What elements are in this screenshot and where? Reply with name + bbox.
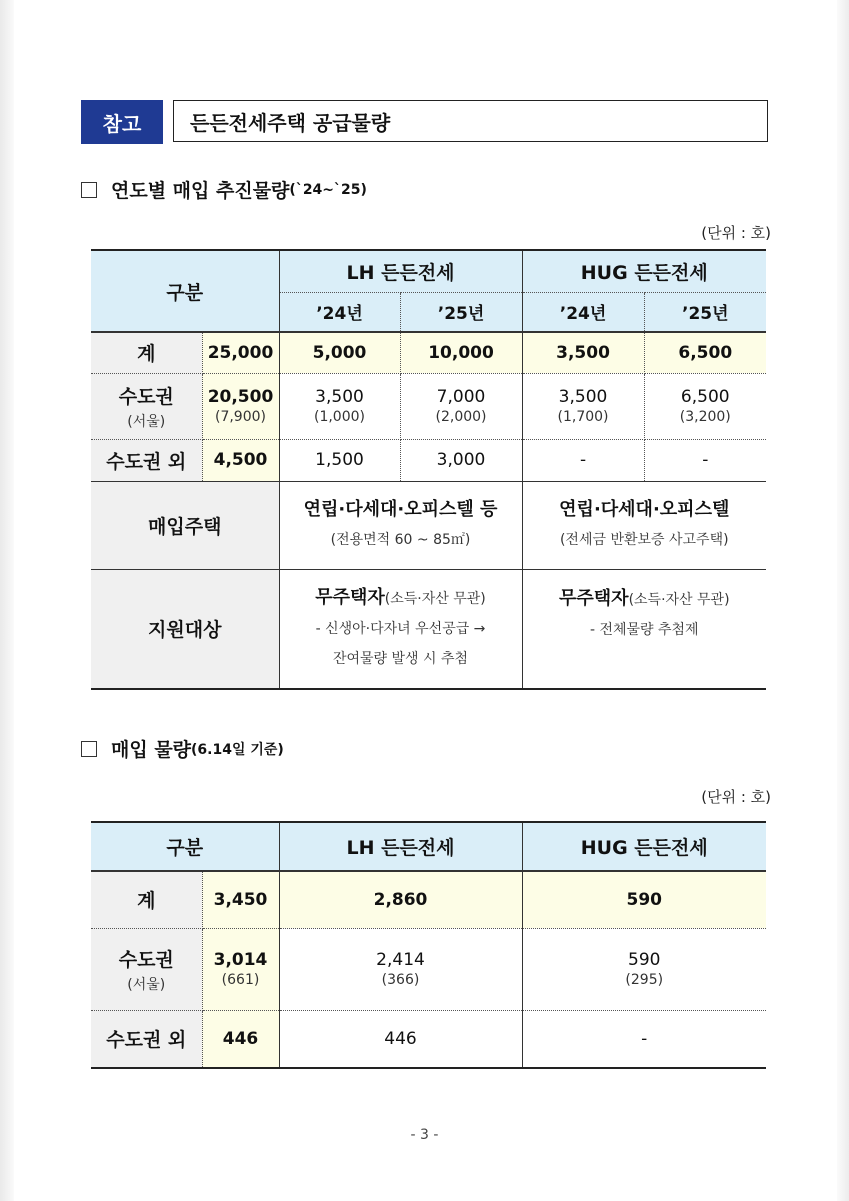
row-value <box>279 373 400 439</box>
header-hug: HUG 든든전세 <box>522 822 766 871</box>
table-row <box>91 928 766 1010</box>
target-lh <box>279 569 522 689</box>
target-lh-main-sub: (소득·자산 무관) <box>384 591 486 608</box>
row-value: 6,500 <box>644 332 766 373</box>
row-value: 10,000 <box>400 332 522 373</box>
header-category: 구분 <box>91 250 279 332</box>
target-hug <box>522 569 766 689</box>
value-sub: (3,200) <box>679 409 731 425</box>
table-row <box>91 373 766 439</box>
table-row <box>91 1010 766 1068</box>
housing-lh-sub: (전용면적 60 ~ 85㎡) <box>330 532 471 548</box>
row-label: 수도권 외 <box>91 439 202 481</box>
header-hug: HUG 든든전세 <box>522 250 766 292</box>
row-label <box>91 373 202 439</box>
value-sub: (295) <box>625 972 664 988</box>
row-label: 수도권 외 <box>91 1010 202 1068</box>
housing-hug <box>522 481 766 569</box>
housing-hug-sub: (전세금 반환보증 사고주택) <box>559 532 729 548</box>
page-title: 든든전세주택 공급물량 <box>173 100 768 142</box>
housing-lh <box>279 481 522 569</box>
value-main: 2,414 <box>376 950 425 970</box>
row-value <box>279 928 522 1010</box>
row-value <box>644 373 766 439</box>
row-label-main: 수도권 <box>118 385 174 408</box>
row-value: - <box>522 1010 766 1068</box>
row-value: 3,500 <box>522 332 644 373</box>
row-total-sub: (7,900) <box>214 409 266 425</box>
table-row <box>91 569 766 689</box>
header-category: 구분 <box>91 822 279 871</box>
target-lh-line2: - 신생아·다자녀 우선공급 → <box>315 621 486 638</box>
supply-plan-table <box>91 249 766 690</box>
row-label-main: 수도권 <box>118 948 174 971</box>
target-hug-main: 무주택자 <box>559 587 629 609</box>
row-value: 590 <box>522 871 766 928</box>
housing-hug-main: 연립·다세대·오피스텔 <box>559 499 730 520</box>
target-hug-line2: - 전체물량 추첨제 <box>589 621 699 638</box>
section1-unit: (단위 : 호) <box>701 224 771 242</box>
square-bullet-icon <box>81 741 97 757</box>
row-label <box>91 928 202 1010</box>
row-label-sub: (서울) <box>127 413 166 430</box>
table-row <box>91 481 766 569</box>
value-main: 7,000 <box>436 387 486 407</box>
table-row <box>91 332 766 373</box>
row-value: 3,000 <box>400 439 522 481</box>
value-main: 3,500 <box>558 387 608 407</box>
row-total-main: 3,014 <box>213 950 268 970</box>
row-total: 446 <box>202 1010 279 1068</box>
target-lh-line3: 잔여물량 발생 시 추첨 <box>332 651 469 668</box>
row-value: 446 <box>279 1010 522 1068</box>
square-bullet-icon <box>81 182 97 198</box>
header-lh-2024: ’24년 <box>279 292 400 332</box>
row-value <box>400 373 522 439</box>
value-main: 3,500 <box>315 387 364 407</box>
row-total: 3,450 <box>202 871 279 928</box>
header-lh: LH 든든전세 <box>279 822 522 871</box>
header-lh: LH 든든전세 <box>279 250 522 292</box>
section2-unit: (단위 : 호) <box>701 788 771 806</box>
header-hug-2025: ’25년 <box>644 292 766 332</box>
row-value <box>522 928 766 1010</box>
housing-lh-main: 연립·다세대·오피스텔 등 <box>303 499 498 520</box>
row-total <box>202 928 279 1010</box>
target-label: 지원대상 <box>91 569 279 689</box>
reference-badge: 참고 <box>81 100 163 144</box>
section1-suffix: (`24~`25) <box>289 181 367 198</box>
row-value: 1,500 <box>279 439 400 481</box>
row-total-sub: (661) <box>221 972 260 988</box>
row-value <box>522 373 644 439</box>
table-row <box>91 871 766 928</box>
row-value: - <box>644 439 766 481</box>
section1-title: 연도별 매입 추진물량 <box>111 180 290 202</box>
row-label-sub: (서울) <box>127 976 166 993</box>
value-sub: (1,000) <box>313 409 365 425</box>
section1-heading <box>81 176 367 203</box>
section2-title: 매입 물량 <box>111 739 192 761</box>
target-hug-main-sub: (소득·자산 무관) <box>628 591 730 608</box>
row-label: 계 <box>91 871 202 928</box>
page-header <box>81 100 770 144</box>
row-label: 계 <box>91 332 202 373</box>
row-total-main: 20,500 <box>207 387 274 407</box>
purchase-volume-table <box>91 821 766 1069</box>
value-main: 590 <box>628 950 661 970</box>
target-lh-main: 무주택자 <box>315 587 385 609</box>
value-sub: (1,700) <box>557 409 609 425</box>
value-main: 6,500 <box>680 387 730 407</box>
header-lh-2025: ’25년 <box>400 292 522 332</box>
row-total <box>202 373 279 439</box>
row-value: 2,860 <box>279 871 522 928</box>
table-row <box>91 439 766 481</box>
row-total: 25,000 <box>202 332 279 373</box>
section2-suffix: (6.14일 기준) <box>191 741 284 758</box>
page-edge-left <box>0 0 14 1201</box>
row-total: 4,500 <box>202 439 279 481</box>
page-number: - 3 - <box>410 1127 439 1143</box>
row-value: 5,000 <box>279 332 400 373</box>
value-sub: (2,000) <box>435 409 487 425</box>
housing-label: 매입주택 <box>91 481 279 569</box>
row-value: - <box>522 439 644 481</box>
header-hug-2024: ’24년 <box>522 292 644 332</box>
section2-heading <box>81 735 284 762</box>
value-sub: (366) <box>381 972 420 988</box>
page-edge-right <box>837 0 849 1201</box>
